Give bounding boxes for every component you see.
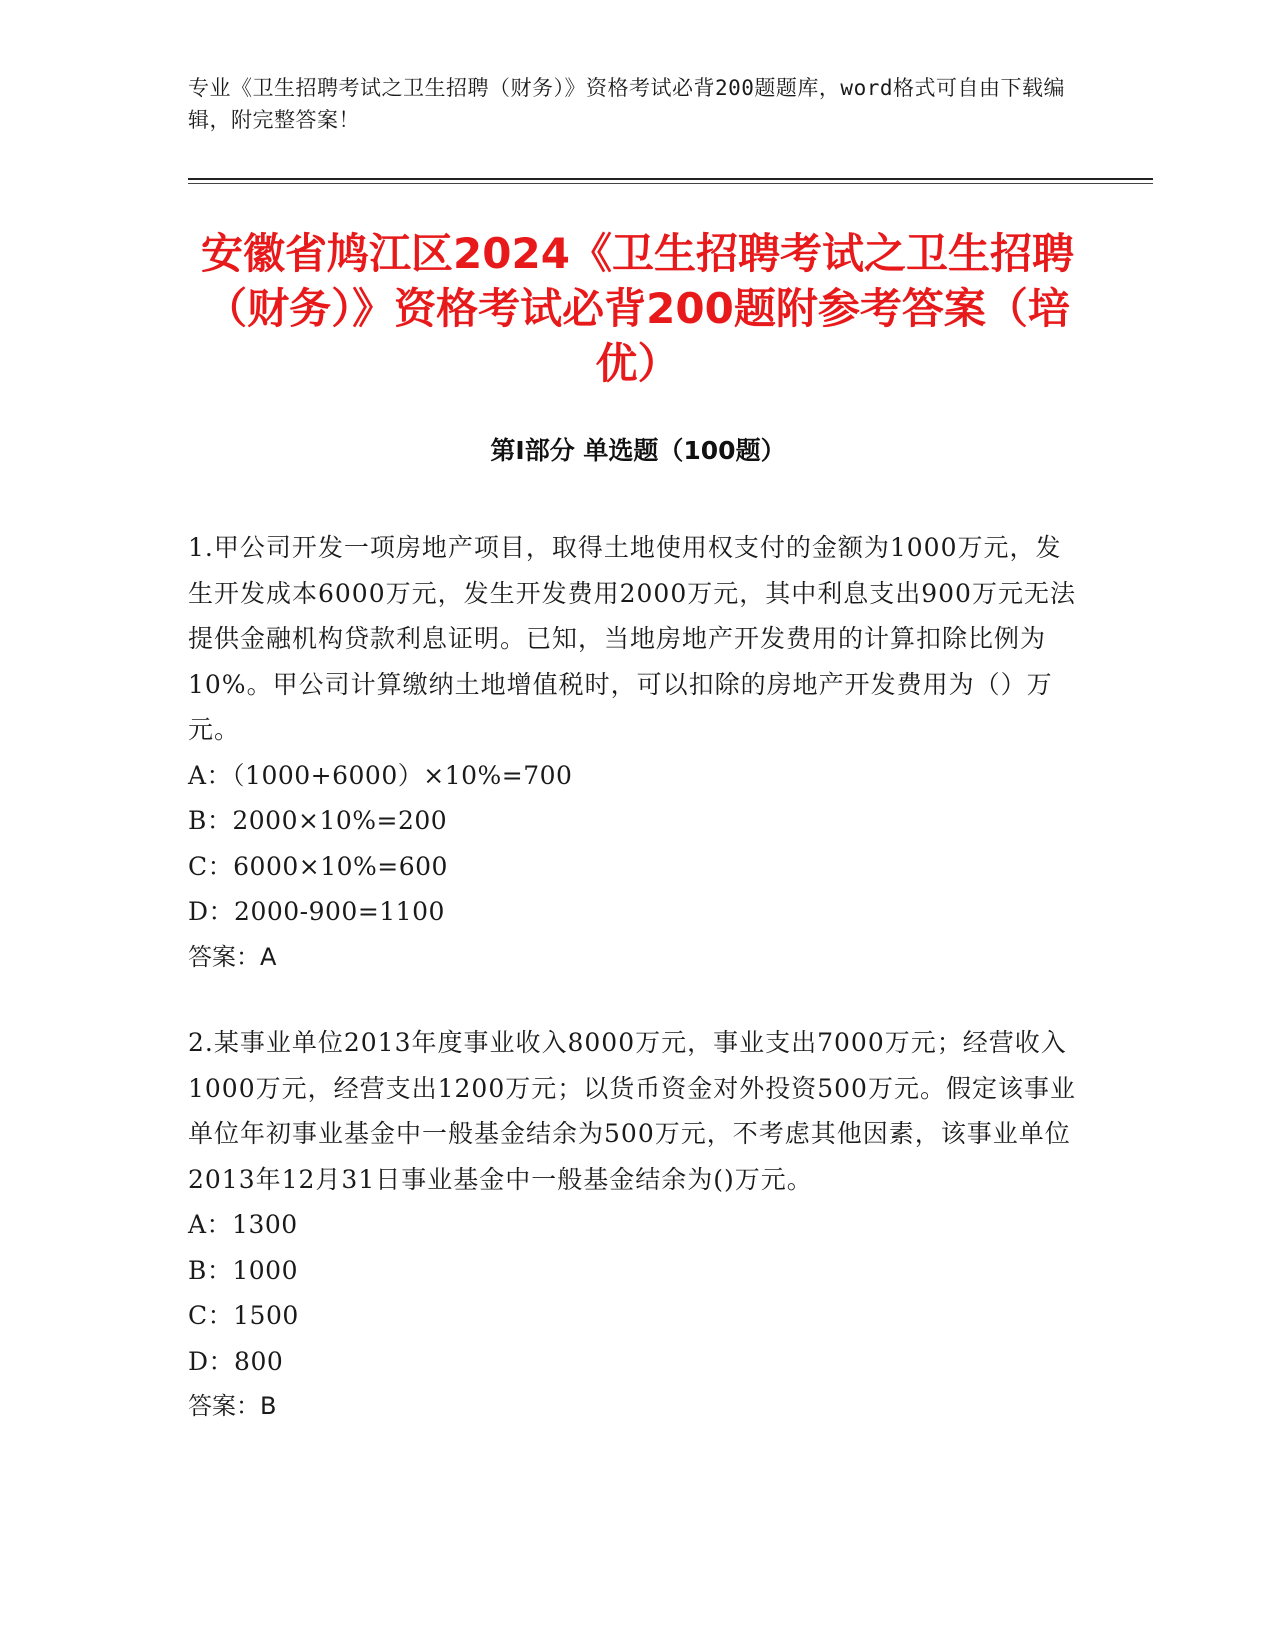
question-stem: 2.某事业单位2013年度事业收入8000万元，事业支出7000万元；经营收入1000万元，经营支出1200万元；以货币资金对外投资500万元。假定该事业单位年初事业基金中一般基金结余为500万元，不考虑其他因素，该事业单位2013年12月31日事业基金中一般基金结余为()万元。 xyxy=(188,1028,1076,1194)
option-a: A：1300 xyxy=(188,1210,298,1239)
question-2 xyxy=(188,1020,1078,1430)
option-c: C：1500 xyxy=(188,1301,299,1330)
header-divider-thin xyxy=(188,183,1153,184)
document-title: 安徽省鸠江区2024《卫生招聘考试之卫生招聘（财务）》资格考试必背200题附参考答案（培优） xyxy=(201,229,1074,388)
option-c: C：6000×10%=600 xyxy=(188,851,448,881)
section-heading: 第Ⅰ部分 单选题（100题） xyxy=(490,436,786,465)
header-note: 专业《卫生招聘考试之卫生招聘（财务）》资格考试必背200题题库，word格式可自由下载编辑，附完整答案！ xyxy=(188,76,1065,132)
option-b: B：1000 xyxy=(188,1255,298,1285)
option-b: B：2000×10%=200 xyxy=(188,806,448,835)
option-d: D：2000-900=1100 xyxy=(188,897,445,926)
option-a: A：（1000+6000）×10%=700 xyxy=(188,760,573,790)
answer-label: 答案：B xyxy=(188,1392,277,1420)
header-divider-thick xyxy=(188,178,1153,180)
question-stem: 1.甲公司开发一项房地产项目，取得土地使用权支付的金额为1000万元，发生开发成本6000万元，发生开发费用2000万元，其中利息支出900万元无法提供金融机构贷款利息证明。已知，当地房地产开发费用的计算扣除比例为10%。甲公司计算缴纳土地增值税时，可以扣除的房地产开发费用为（）万元。 xyxy=(188,533,1076,744)
answer-label: 答案：A xyxy=(188,942,277,971)
option-d: D：800 xyxy=(188,1346,284,1376)
question-1 xyxy=(188,525,1078,980)
